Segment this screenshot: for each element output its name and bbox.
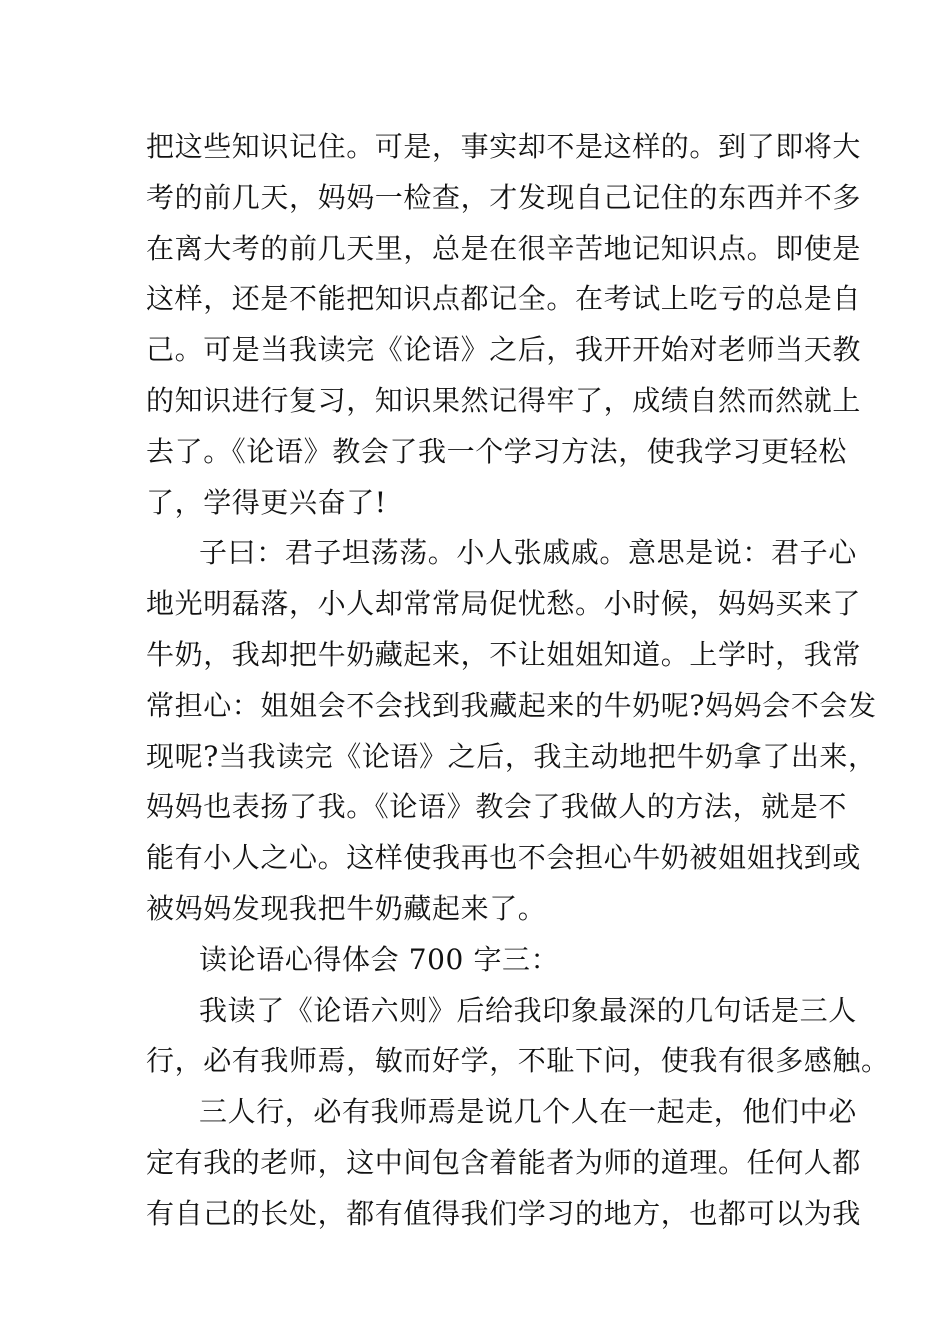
paragraph-first-line: 三人行，必有我师焉是说几个人在一起走，他们中必 — [199, 1095, 857, 1129]
text-line: 牛奶，我却把牛奶藏起来，不让姐姐知道。上学时，我常 — [146, 637, 862, 671]
paragraph-first-line: 我读了《论语六则》后给我印象最深的几句话是三人 — [199, 993, 857, 1027]
text-line: 考的前几天，妈妈一检查，才发现自己记住的东西并不多 — [146, 180, 862, 214]
text-line: 了，学得更兴奋了! — [146, 485, 387, 519]
document-body — [146, 122, 890, 1240]
text-line: 的知识进行复习，知识果然记得牢了，成绩自然而然就上 — [146, 383, 862, 417]
text-line: 定有我的老师，这中间包含着能者为师的道理。任何人都 — [146, 1145, 862, 1179]
paragraph-first-line: 子曰：君子坦荡荡。小人张戚戚。意思是说：君子心 — [199, 536, 857, 570]
text-line: 地光明磊落，小人却常常局促忧愁。小时候，妈妈买来了 — [146, 587, 862, 621]
text-line: 能有小人之心。这样使我再也不会担心牛奶被姐姐找到或 — [146, 841, 862, 875]
text-line: 妈妈也表扬了我。《论语》教会了我做人的方法，就是不 — [146, 790, 848, 824]
text-line: 被妈妈发现我把牛奶藏起来了。 — [146, 891, 547, 925]
text-line: 有自己的长处，都有值得我们学习的地方，也都可以为我 — [146, 1196, 862, 1230]
text-line: 行，必有我师焉，敏而好学，不耻下问，使我有很多感触。 — [146, 1044, 890, 1078]
section-heading: 读论语心得体会 700 字三： — [199, 942, 560, 976]
text-line: 己。可是当我读完《论语》之后，我开开始对老师当天教 — [146, 333, 862, 367]
text-line: 在离大考的前几天里，总是在很辛苦地记知识点。即使是 — [146, 231, 862, 265]
text-line: 把这些知识记住。可是，事实却不是这样的。到了即将大 — [146, 130, 862, 163]
text-line: 这样，还是不能把知识点都记全。在考试上吃亏的总是自 — [146, 282, 862, 316]
text-line: 现呢?当我读完《论语》之后，我主动地把牛奶拿了出来， — [146, 739, 877, 773]
text-line: 常担心：姐姐会不会找到我藏起来的牛奶呢?妈妈会不会发 — [146, 688, 877, 722]
text-line: 去了。《论语》教会了我一个学习方法，使我学习更轻松 — [146, 434, 848, 468]
